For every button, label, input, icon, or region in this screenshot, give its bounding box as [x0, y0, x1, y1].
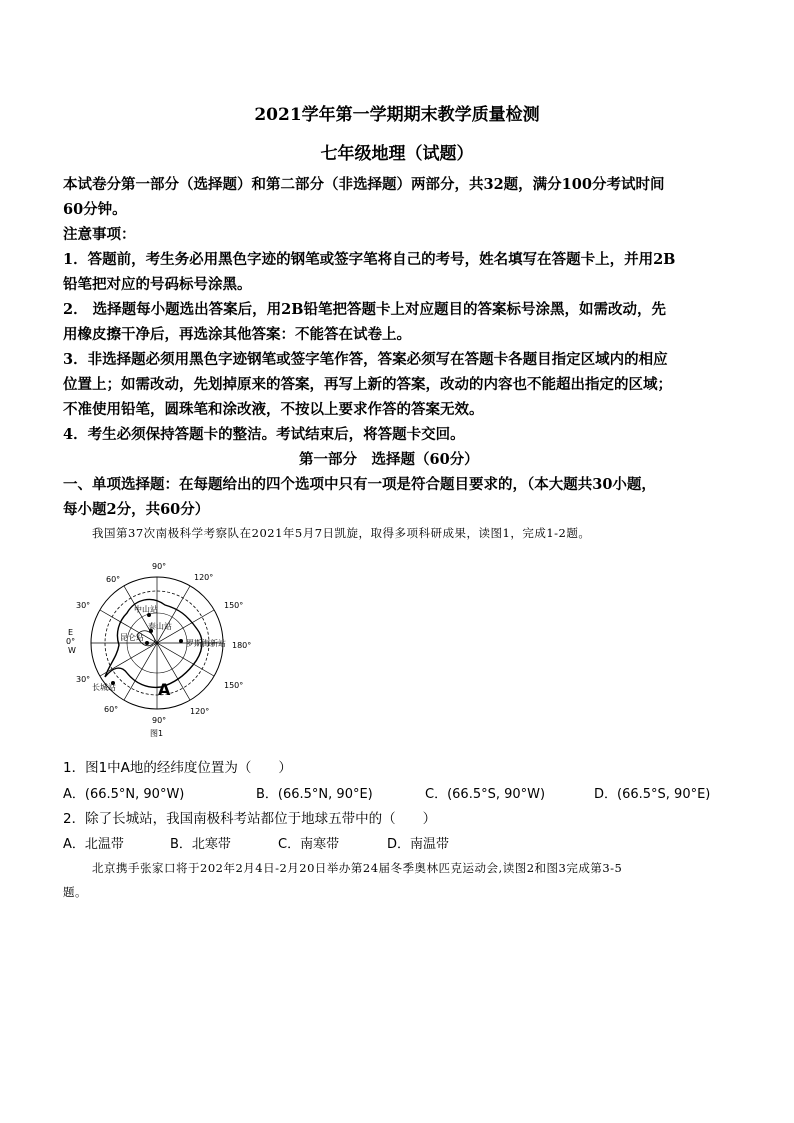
- note-2-line-1: 2． 选择题每小题选出答案后，用2B铅笔把答题卡上对应题目的答案标号涂黑，如需改动，先: [63, 301, 666, 318]
- label-bottom-90: 90°: [152, 716, 167, 725]
- note-1-line-1: 1．答题前，考生务必用黑色字迹的钢笔或签字笔将自己的考号，姓名填写在答题卡上，并用2B: [63, 251, 676, 268]
- q1-option-c: C．(66.5°S, 90°W): [425, 787, 546, 802]
- label-w: W: [68, 646, 76, 655]
- label-180: 180°: [232, 641, 252, 650]
- note-3-line-2: 位置上；如需改动，先划掉原来的答案，再写上新的答案，改动的内容也不能超出指定的区域；: [63, 376, 672, 393]
- label-point-a: A: [158, 680, 171, 699]
- passage-1: 我国第37次南极科学考察队在2021年5月7日凯旋，取得多项科研成果，读图1，完成1-2题。: [92, 526, 591, 540]
- intro-block: [63, 172, 743, 522]
- figure-1-caption: 图1: [150, 729, 164, 738]
- q2-option-d: D．南温带: [387, 837, 450, 852]
- note-3-line-3: 不准使用铅笔，圆珠笔和涂改液，不按以上要求作答的答案无效。: [63, 401, 484, 418]
- label-changcheng: 长城站: [92, 683, 116, 692]
- q2-option-b: B．北寒带: [170, 837, 231, 852]
- label-br-150: 150°: [224, 681, 244, 690]
- question-1-stem: 1．图1中A地的经纬度位置为（ ）: [63, 760, 292, 776]
- label-bl-30: 30°: [76, 675, 91, 684]
- passage-2-line-1: 北京携手张家口将于202年2月4日-2月20日举办第24届冬季奥林匹克运动会,读图2和图3完成第3-5: [92, 861, 623, 875]
- label-zhongshan: 中山站: [134, 605, 158, 614]
- note-2-line-2: 用橡皮擦干净后，再选涂其他答案：不能答在试卷上。: [63, 326, 411, 343]
- intro-line-2: 60分钟。: [63, 201, 127, 218]
- q1-option-b: B．(66.5°N, 90°E): [256, 787, 373, 802]
- label-e: E: [68, 628, 74, 637]
- label-top-90: 90°: [152, 562, 167, 571]
- label-30: 30°: [76, 601, 91, 610]
- label-br-120: 120°: [190, 707, 210, 716]
- q1-option-d: D．(66.5°S, 90°E): [594, 787, 711, 802]
- notes-heading: 注意事项：: [63, 226, 136, 243]
- part1-heading: 第一部分 选择题（60分）: [299, 451, 479, 468]
- label-taishan: 泰山站: [148, 622, 172, 631]
- note-4: 4．考生必须保持答题卡的整洁。考试结束后，将答题卡交回。: [63, 426, 465, 443]
- q2-option-a: A．北温带: [63, 837, 124, 852]
- page-title: 2021学年第一学期期末教学质量检测: [254, 105, 540, 125]
- figure-1-map: [62, 560, 252, 740]
- q2-option-c: C．南寒带: [278, 837, 340, 852]
- station-kunlun-marker: [145, 641, 149, 645]
- section-line-2: 每小题2分，共60分）: [63, 501, 210, 518]
- label-kunlun: 昆仑站: [120, 633, 144, 642]
- page-subtitle: 七年级地理（试题）: [320, 144, 474, 164]
- note-3-line-1: 3．非选择题必须用黑色字迹钢笔或签字笔作答，答案必须写在答题卡各题目指定区域内的相应: [63, 351, 668, 368]
- label-luosi: 罗斯海新站: [186, 639, 226, 648]
- section-line-1: 一、单项选择题：在每题给出的四个选项中只有一项是符合题目要求的，（本大题共30小题，: [63, 476, 656, 493]
- q1-option-a: A．(66.5°N, 90°W): [63, 787, 185, 802]
- intro-line-1: 本试卷分第一部分（选择题）和第二部分（非选择题）两部分，共32题，满分100分考试时间: [63, 176, 665, 193]
- label-120: 120°: [194, 573, 214, 582]
- label-0: 0°: [66, 637, 76, 646]
- label-150: 150°: [224, 601, 244, 610]
- question-2-stem: 2．除了长城站，我国南极科考站都位于地球五带中的（ ）: [63, 811, 437, 827]
- label-bl-60: 60°: [104, 705, 119, 714]
- station-luosi-marker: [179, 639, 183, 643]
- label-60: 60°: [106, 575, 121, 584]
- note-1-line-2: 铅笔把对应的号码标号涂黑。: [63, 276, 252, 293]
- passage-2-line-2: 题。: [63, 885, 87, 899]
